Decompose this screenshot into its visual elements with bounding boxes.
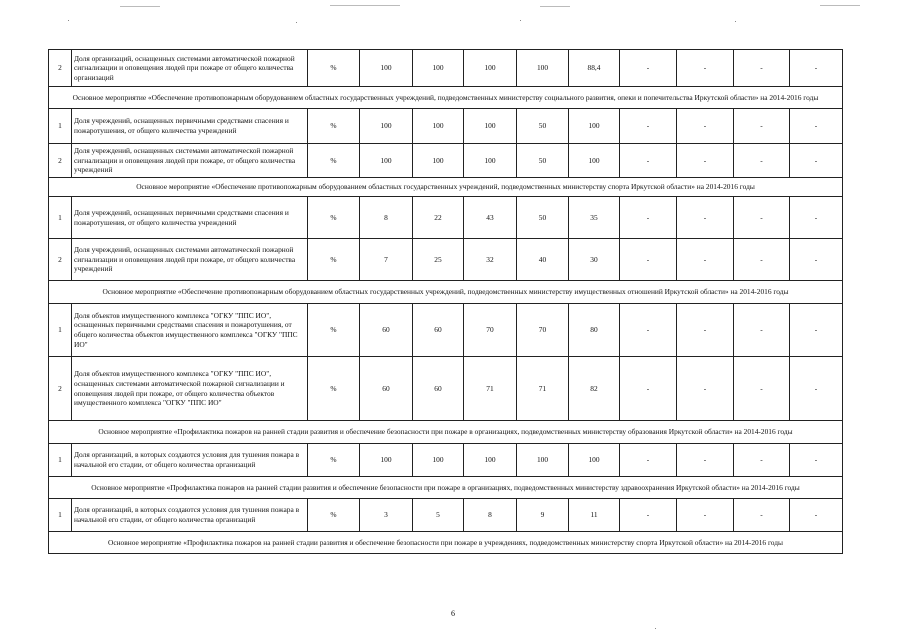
- row-number: 1: [49, 444, 72, 477]
- value-cell: 60: [360, 357, 413, 421]
- value-cell: 3: [360, 499, 413, 532]
- value-cell: 60: [413, 357, 464, 421]
- scan-artifact: [735, 21, 736, 22]
- indicator-description: Доля организаций, оснащенных системами автоматической пожарной сигнализации и оповещения людей при пожаре от общего количества организаций: [72, 50, 308, 87]
- value-cell: -: [677, 239, 734, 281]
- scan-artifact: [520, 20, 521, 21]
- unit-cell: %: [308, 357, 360, 421]
- value-cell: -: [677, 444, 734, 477]
- value-cell: -: [620, 50, 677, 87]
- value-cell: -: [677, 109, 734, 144]
- value-cell: 70: [464, 304, 517, 357]
- indicator-description: Доля учреждений, оснащенных первичными средствами спасения и пожаротушения, от общего количества учреждений: [72, 109, 308, 144]
- value-cell: 71: [517, 357, 569, 421]
- table-row: [49, 197, 843, 239]
- value-cell: 5: [413, 499, 464, 532]
- value-cell: -: [790, 304, 843, 357]
- unit-cell: %: [308, 239, 360, 281]
- value-cell: 100: [413, 109, 464, 144]
- value-cell: 43: [464, 197, 517, 239]
- table-row: [49, 50, 843, 87]
- value-cell: -: [734, 304, 790, 357]
- value-cell: -: [790, 50, 843, 87]
- value-cell: -: [734, 144, 790, 178]
- value-cell: 11: [569, 499, 620, 532]
- indicator-description: Доля учреждений, оснащенных системами автоматической пожарной сигнализации и оповещения людей при пожаре, от общего количества учреждений: [72, 239, 308, 281]
- indicator-description: Доля учреждений, оснащенных первичными средствами спасения и пожаротушения, от общего количества учреждений: [72, 197, 308, 239]
- unit-cell: %: [308, 444, 360, 477]
- value-cell: 100: [569, 109, 620, 144]
- value-cell: -: [677, 50, 734, 87]
- value-cell: 8: [464, 499, 517, 532]
- value-cell: 30: [569, 239, 620, 281]
- value-cell: 71: [464, 357, 517, 421]
- table-row: [49, 109, 843, 144]
- unit-cell: %: [308, 50, 360, 87]
- value-cell: -: [790, 444, 843, 477]
- value-cell: -: [734, 50, 790, 87]
- value-cell: 100: [464, 444, 517, 477]
- value-cell: 22: [413, 197, 464, 239]
- page-number: 6: [451, 609, 455, 618]
- value-cell: -: [734, 197, 790, 239]
- value-cell: -: [677, 304, 734, 357]
- value-cell: -: [620, 444, 677, 477]
- value-cell: 50: [517, 197, 569, 239]
- value-cell: -: [620, 144, 677, 178]
- unit-cell: %: [308, 144, 360, 178]
- indicators-table: [48, 49, 843, 554]
- value-cell: -: [734, 239, 790, 281]
- table-row: [49, 499, 843, 532]
- value-cell: 100: [413, 50, 464, 87]
- value-cell: 100: [517, 444, 569, 477]
- row-number: 2: [49, 357, 72, 421]
- value-cell: 50: [517, 109, 569, 144]
- value-cell: -: [790, 239, 843, 281]
- section-title: Основное мероприятие «Обеспечение противопожарным оборудованием областных государственных учреждений, подведомственных министерству спорта Иркутской области» на 2014-2016 годы: [49, 178, 843, 197]
- value-cell: -: [734, 109, 790, 144]
- value-cell: -: [734, 357, 790, 421]
- table-row: [49, 357, 843, 421]
- value-cell: 100: [413, 144, 464, 178]
- row-number: 1: [49, 499, 72, 532]
- unit-cell: %: [308, 109, 360, 144]
- section-title: Основное мероприятие «Профилактика пожаров на ранней стадии развития и обеспечение безопасности при пожаре в организациях, подведомственных министерству образования Иркутской области» на 2014-2016 годы: [49, 421, 843, 444]
- row-number: 1: [49, 109, 72, 144]
- value-cell: -: [790, 499, 843, 532]
- scan-artifact: [655, 628, 656, 629]
- value-cell: 35: [569, 197, 620, 239]
- value-cell: -: [790, 109, 843, 144]
- row-number: 1: [49, 304, 72, 357]
- value-cell: -: [620, 304, 677, 357]
- value-cell: 100: [413, 444, 464, 477]
- scan-artifact: [120, 6, 160, 7]
- value-cell: 100: [464, 109, 517, 144]
- unit-cell: %: [308, 499, 360, 532]
- value-cell: -: [790, 144, 843, 178]
- section-title: Основное мероприятие «Обеспечение противопожарным оборудованием областных государственных учреждений, подведомственных министерству социального развития, опеки и попечительства Иркутской области» на 2014-2016 годы: [49, 87, 843, 109]
- value-cell: -: [620, 109, 677, 144]
- scan-artifact: [330, 5, 400, 6]
- section-title: Основное мероприятие «Обеспечение противопожарным оборудованием областных государственных учреждений, подведомственных министерству имущественных отношений Иркутской области» на 2014-2016 годы: [49, 281, 843, 304]
- indicator-description: Доля организаций, в которых создаются условия для тушения пожара в начальной его стадии, от общего количества организаций: [72, 499, 308, 532]
- value-cell: -: [620, 197, 677, 239]
- scan-artifact: [68, 20, 69, 21]
- value-cell: -: [677, 357, 734, 421]
- section-row: [49, 477, 843, 499]
- value-cell: 100: [517, 50, 569, 87]
- value-cell: -: [790, 357, 843, 421]
- section-row: [49, 421, 843, 444]
- value-cell: 82: [569, 357, 620, 421]
- section-row: [49, 281, 843, 304]
- table-row: [49, 304, 843, 357]
- value-cell: 100: [360, 144, 413, 178]
- section-row: [49, 87, 843, 109]
- row-number: 1: [49, 197, 72, 239]
- indicator-description: Доля организаций, в которых создаются условия для тушения пожара в начальной его стадии, от общего количества организаций: [72, 444, 308, 477]
- value-cell: 60: [360, 304, 413, 357]
- row-number: 2: [49, 50, 72, 87]
- value-cell: 100: [360, 50, 413, 87]
- value-cell: -: [734, 444, 790, 477]
- unit-cell: %: [308, 304, 360, 357]
- indicator-description: Доля учреждений, оснащенных системами автоматической пожарной сигнализации и оповещения людей при пожаре, от общего количества учреждений: [72, 144, 308, 178]
- value-cell: 50: [517, 144, 569, 178]
- value-cell: 8: [360, 197, 413, 239]
- value-cell: 32: [464, 239, 517, 281]
- scan-artifact: [296, 22, 297, 23]
- scan-artifact: [540, 6, 570, 7]
- value-cell: 80: [569, 304, 620, 357]
- indicator-description: Доля объектов имущественного комплекса "ОГКУ "ППС ИО", оснащенных первичными средствами спасения и пожаротушения, от общего количества объектов имущественного комплекса "ОГКУ "ППС ИО": [72, 304, 308, 357]
- value-cell: 100: [569, 444, 620, 477]
- value-cell: 7: [360, 239, 413, 281]
- table-row: [49, 144, 843, 178]
- section-title: Основное мероприятие «Профилактика пожаров на ранней стадии развития и обеспечение безопасности при пожаре в учреждениях, подведомственных министерству спорта Иркутской области» на 2014-2016 годы: [49, 532, 843, 554]
- value-cell: -: [620, 499, 677, 532]
- table-row: [49, 444, 843, 477]
- scan-artifact: [820, 5, 860, 6]
- value-cell: 25: [413, 239, 464, 281]
- value-cell: 88,4: [569, 50, 620, 87]
- value-cell: 100: [360, 444, 413, 477]
- row-number: 2: [49, 144, 72, 178]
- value-cell: -: [677, 144, 734, 178]
- table-row: [49, 239, 843, 281]
- value-cell: -: [620, 239, 677, 281]
- value-cell: -: [677, 499, 734, 532]
- value-cell: 9: [517, 499, 569, 532]
- value-cell: 100: [464, 144, 517, 178]
- section-row: [49, 178, 843, 197]
- value-cell: 100: [569, 144, 620, 178]
- value-cell: 40: [517, 239, 569, 281]
- value-cell: 100: [464, 50, 517, 87]
- value-cell: -: [677, 197, 734, 239]
- row-number: 2: [49, 239, 72, 281]
- section-title: Основное мероприятие «Профилактика пожаров на ранней стадии развития и обеспечение безопасности при пожаре в организациях, подведомственных министерству здравоохранения Иркутской области» на 2014-2016 годы: [49, 477, 843, 499]
- indicator-description: Доля объектов имущественного комплекса "ОГКУ "ППС ИО", оснащенных системами автоматической пожарной сигнализации и оповещения людей при пожаре, от общего количества объектов имущественного комплекса "ОГКУ "ППС ИО": [72, 357, 308, 421]
- value-cell: -: [790, 197, 843, 239]
- value-cell: 70: [517, 304, 569, 357]
- value-cell: -: [734, 499, 790, 532]
- value-cell: 100: [360, 109, 413, 144]
- section-row: [49, 532, 843, 554]
- value-cell: -: [620, 357, 677, 421]
- value-cell: 60: [413, 304, 464, 357]
- unit-cell: %: [308, 197, 360, 239]
